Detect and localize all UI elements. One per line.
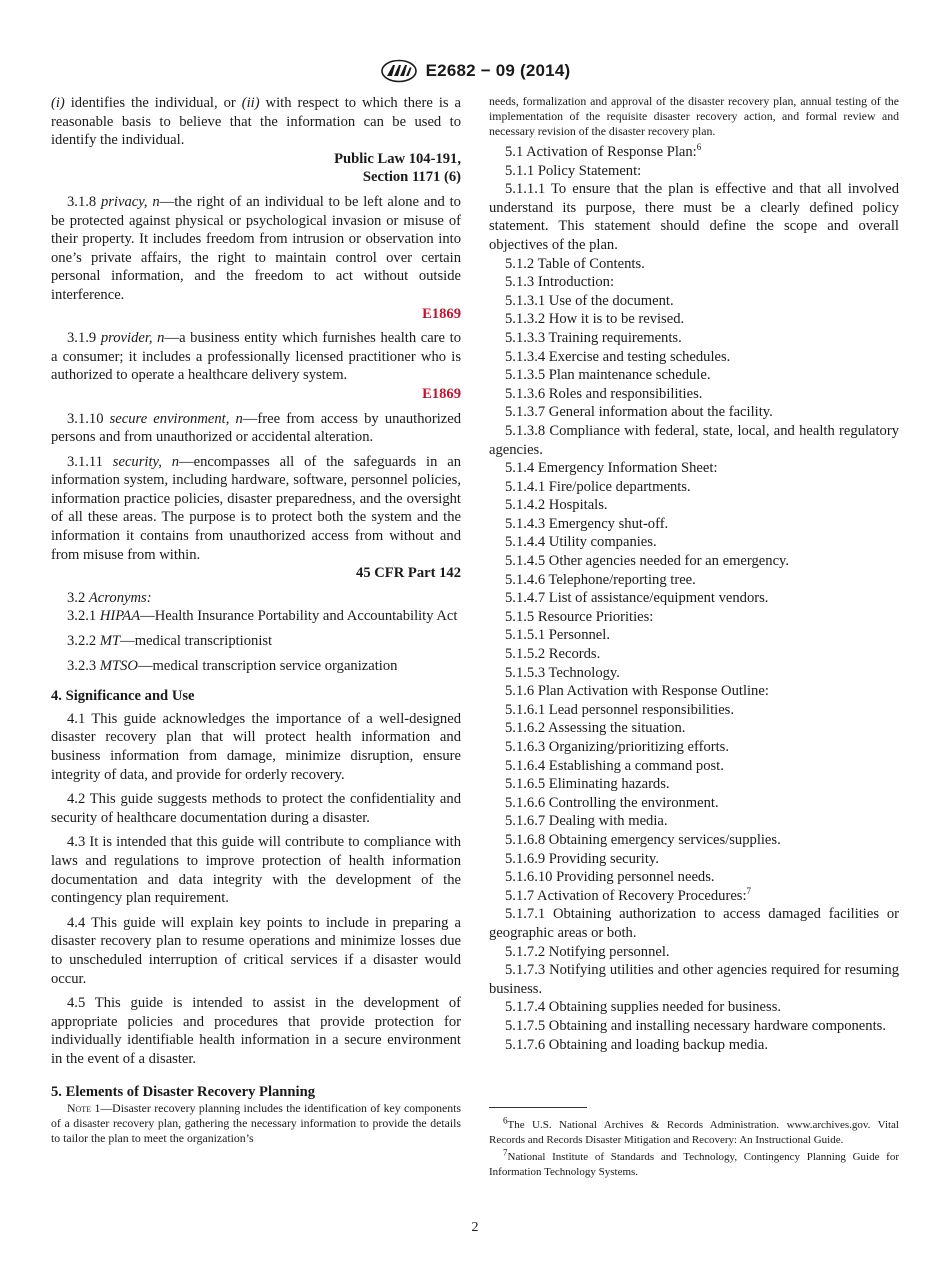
- list-item: 5.1.6.10 Providing personnel needs.: [505, 869, 715, 886]
- list-item: 5.1.6 Plan Activation with Response Outline:: [505, 683, 769, 700]
- list-item: 5.1.5 Resource Priorities:: [505, 608, 654, 625]
- list-item: 5.1.3.1 Use of the document.: [505, 292, 674, 309]
- standard-reference: [51, 305, 461, 324]
- reference-link-e1869[interactable]: E1869: [422, 305, 461, 322]
- footnote: $^6$The U.S. National Archives & Records Administration. www.archives.gov. Vital Records and Records Disaster Mitigation and Recovery: An Instructional Guide.: [489, 1115, 899, 1146]
- list-item: 5.1.4.3 Emergency shut-off.: [505, 515, 669, 532]
- page-number: 2: [471, 1220, 479, 1235]
- list-item: 5.1.3.7 General information about the facility.: [505, 404, 773, 421]
- list-item: 5.1.7.6 Obtaining and loading backup media.: [505, 1036, 769, 1053]
- list-item: 5.1.6.7 Dealing with media.: [505, 813, 668, 830]
- list-item: 5.1.6.4 Establishing a command post.: [505, 757, 724, 774]
- list-item: 5.1.4.4 Utility companies.: [505, 534, 657, 551]
- list-item: 5.1.7.4 Obtaining supplies needed for business.: [505, 999, 782, 1016]
- paragraph: 4.2 This guide suggests methods to protect the confidentiality and security of healthcare documentation during a disaster.: [51, 791, 461, 826]
- standard-reference: [51, 385, 461, 404]
- list-item: 5.1.3.4 Exercise and testing schedules.: [505, 348, 731, 365]
- left-column: [51, 94, 461, 1152]
- footnote-divider: [489, 1107, 587, 1108]
- footnote-marker[interactable]: 6: [696, 142, 702, 153]
- paragraph: 4.3 It is intended that this guide will contribute to compliance with laws and regulations to improve protection of health information documentation and data integrity with the development of the contingency plan requirement.: [51, 834, 461, 907]
- source-citation: Public Law 104-191,: [334, 150, 461, 167]
- list-item: 5.1.6.2 Assessing the situation.: [505, 720, 686, 737]
- list-item: 5.1 Activation of Response Plan:$^6$: [505, 142, 702, 160]
- list-item: 5.1.7.2 Notifying personnel.: [505, 943, 670, 960]
- definition-privacy: 3.1.8 privacy, n—the right of an individual to be left alone and to be protected against physical or psychological invasion or misuse of their property. It includes freedom from intrusion or observation into one’s private affairs, the right to maintain control over certain personal information, and the freedom to act without outside interference.: [51, 193, 461, 303]
- page-header: [0, 58, 950, 84]
- list-item: 5.1.6.3 Organizing/prioritizing efforts.: [505, 739, 730, 755]
- section-heading: 5. Elements of Disaster Recovery Planning: [51, 1083, 316, 1100]
- list-item: 5.1.7.5 Obtaining and installing necessary hardware components.: [505, 1017, 886, 1034]
- list-item: 5.1.2 Table of Contents.: [505, 255, 645, 272]
- outline-list: [489, 459, 899, 887]
- outline-list: [489, 255, 899, 422]
- definition-continuation: (i) identifies the individual, or (ii) with respect to which there is a reasonable basis to believe that the information can be used to identify the individual.: [51, 95, 461, 149]
- right-column: [489, 94, 899, 1054]
- list-item: 5.1.3.5 Plan maintenance schedule.: [505, 367, 711, 384]
- document-id: E2682 − 09 (2014): [425, 61, 571, 80]
- footnote: $^7$National Institute of Standards and Technology, Contingency Planning Guide for Information Technology Systems.: [489, 1147, 899, 1178]
- acronym-mt: 3.2.2 MT—medical transcriptionist: [67, 633, 273, 650]
- list-item: 5.1.5.1 Personnel.: [505, 627, 610, 644]
- acronym-hipaa: 3.2.1 HIPAA—Health Insurance Portability and Accountability Act: [67, 608, 458, 625]
- definition-provider: 3.1.9 provider, n—a business entity which furnishes health care to a consumer; it includes a professionally licensed practitioner who is authorized to operate a healthcare delivery system.: [51, 330, 461, 384]
- list-item: 5.1.4.1 Fire/police departments.: [505, 478, 691, 495]
- list-item: 5.1.5.3 Technology.: [505, 664, 620, 681]
- paragraph: 4.4 This guide will explain key points to include in preparing a disaster recovery plan to resume operations and minimize losses due to unscheduled interruption of critical services if a disaster would occur.: [51, 914, 461, 987]
- acronyms-heading: 3.2 Acronyms:: [67, 589, 152, 606]
- list-item: 5.1.7.1 Obtaining authorization to access damaged facilities or geographic areas or both.: [489, 906, 899, 941]
- list-item: 5.1.1.1 To ensure that the plan is effective and that all involved understand its purpose, there must be a clearly defined policy statement. This statement should define the scope and overall objectives of the plan.: [489, 181, 899, 253]
- list-item: 5.1.1 Policy Statement:: [505, 162, 642, 179]
- definition-security: 3.1.11 security, n—encompasses all of the safeguards in an information system, including hardware, software, personnel policies, information practice policies, disaster preparedness, and the oversight of all these areas. The purpose is to protect both the system and the information it contains from unauthorized access from without and from misuse from within.: [51, 453, 461, 563]
- list-item: 5.1.5.2 Records.: [505, 646, 601, 663]
- paragraph: 4.1 This guide acknowledges the importance of a well-designed disaster recovery plan that will protect health information and business information from damage, minimize disruption, ensure integrity of data, and provide for orderly recovery.: [51, 710, 461, 783]
- list-item: 5.1.4.6 Telephone/reporting tree.: [505, 571, 696, 588]
- footnotes: [489, 1115, 899, 1182]
- paragraph: 4.5 This guide is intended to assist in the development of appropriate policies and procedures that provide protection for individually identifiable health information in a secure environment in the event of a disaster.: [51, 995, 461, 1067]
- list-item: 5.1.4.5 Other agencies needed for an emergency.: [505, 553, 790, 570]
- acronym-mtso: 3.2.3 MTSO—medical transcription service organization: [67, 657, 398, 674]
- note-continuation: needs, formalization and approval of the disaster recovery plan, annual testing of the implementation of the requisite disaster recovery action, and formal review and necessary revision of the disaster recovery plan.: [489, 94, 899, 138]
- list-item: 5.1.4.2 Hospitals.: [505, 497, 608, 514]
- list-item: 5.1.3.2 How it is to be revised.: [505, 311, 685, 328]
- list-item: 5.1.6.5 Eliminating hazards.: [505, 776, 670, 793]
- list-item: 5.1.3.6 Roles and responsibilities.: [505, 385, 703, 402]
- list-item: 5.1.6.1 Lead personnel responsibilities.: [505, 701, 734, 718]
- reference-link-e1869[interactable]: E1869: [422, 385, 461, 402]
- source-citation: Section 1171 (6): [362, 169, 461, 186]
- list-item: 5.1.6.8 Obtaining emergency services/supplies.: [505, 831, 781, 848]
- footnote-marker[interactable]: 7: [746, 885, 752, 896]
- list-item: 5.1.4 Emergency Information Sheet:: [505, 460, 718, 477]
- list-item: 5.1.7 Activation of Recovery Procedures:$^7$: [505, 885, 752, 904]
- list-item: 5.1.6.9 Providing security.: [505, 850, 659, 867]
- list-item: 5.1.3.3 Training requirements.: [505, 329, 682, 346]
- section-heading: 4. Significance and Use: [51, 688, 195, 705]
- note: Note 1—Disaster recovery planning includes the identification of key components of a disaster recovery plan, gathering the necessary information to provide the details to tailor the plan to meet the organization’s: [51, 1101, 461, 1146]
- list-item: 5.1.4.7 List of assistance/equipment vendors.: [505, 590, 769, 607]
- list-item: 5.1.3.8 Compliance with federal, state, local, and health regulatory agencies.: [489, 422, 899, 458]
- list-item: 5.1.7.3 Notifying utilities and other agencies required for resuming business.: [489, 962, 899, 997]
- astm-logo-icon: [380, 59, 418, 83]
- definition-secure-environment: 3.1.10 secure environment, n—free from access by unauthorized persons and from unauthorized or accidental alteration.: [51, 410, 461, 446]
- list-item: 5.1.3 Introduction:: [505, 274, 615, 291]
- list-item: 5.1.6.6 Controlling the environment.: [505, 794, 719, 811]
- source-citation: 45 CFR Part 142: [356, 565, 461, 582]
